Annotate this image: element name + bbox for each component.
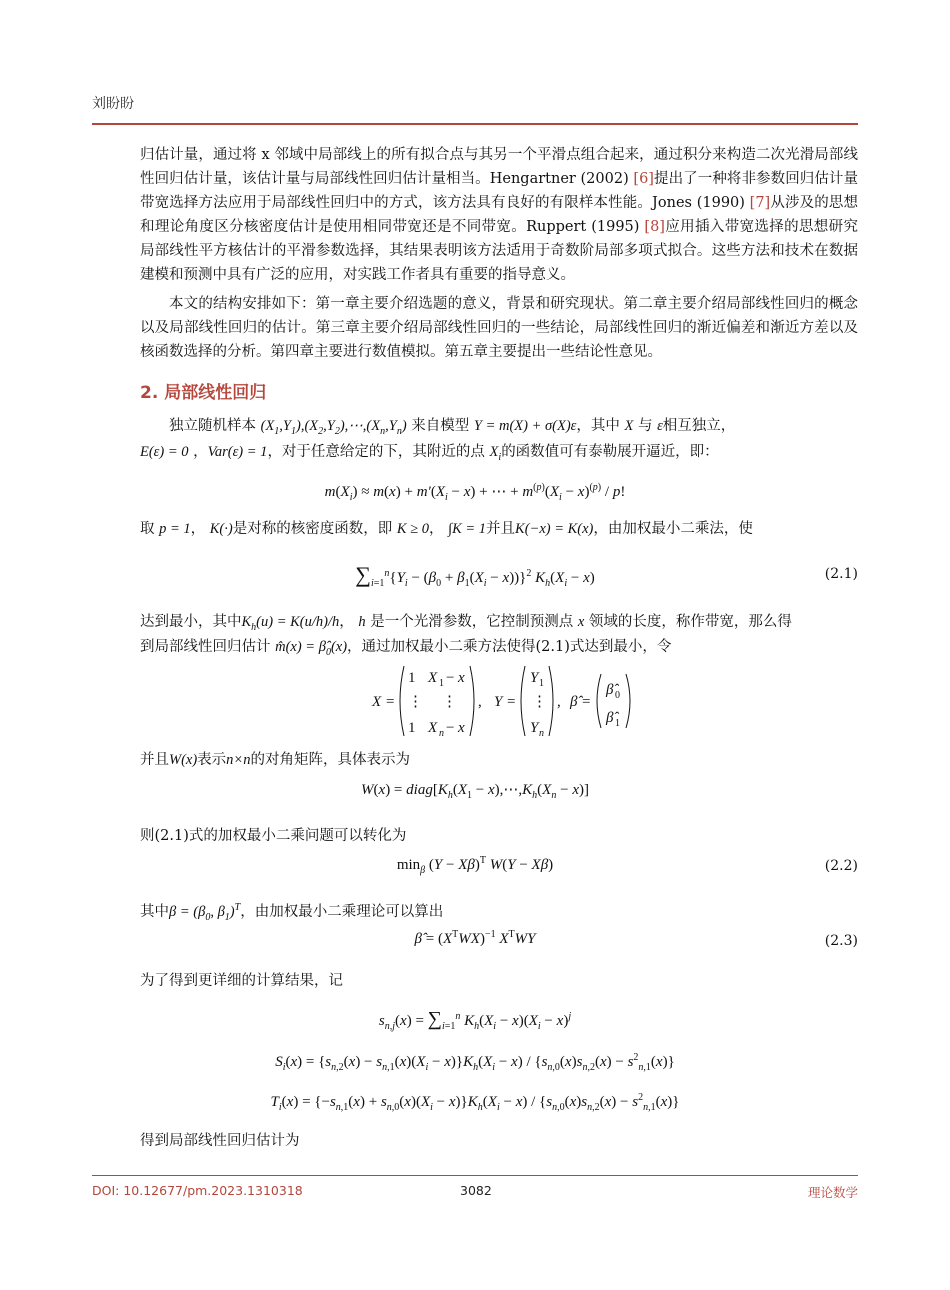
text-where-beta: 其中 <box>140 903 169 920</box>
kernel-line: 取 p = 1， K(·)是对称的核密度函数，即 K ≥ 0， ∫K = 1并且K(−x) = K(x)，由加权最小二乘法，使 <box>140 521 753 537</box>
text-indep: 相互独立， <box>662 418 736 434</box>
text-wls: ，由加权最小二乘法，使 <box>593 521 753 537</box>
svg-text:−: − <box>446 670 455 686</box>
header-author: 刘盼盼 <box>92 96 134 112</box>
diag-line: 并且W(x)表示n×n的对角矩阵，具体表示为 <box>140 752 410 768</box>
svg-text:Y: Y <box>494 694 503 710</box>
text-denote: 表示 <box>197 752 227 768</box>
ref-6-link[interactable]: [6] <box>633 171 654 187</box>
objective-equation: $\sum_{i=1}^n\{Y_i - (\beta_0 + \beta_1(X_i - x))\}^2$ $K_h(X_i - x)$ <box>355 562 595 589</box>
structure-paragraph: 本文的结构安排如下：第一章主要介绍选题的意义，背景和研究现状。第二章主要介绍局部线性回归的概念以及局部线性回归的估计。第三章主要介绍局部线性回归的一些结论，局部线性回归的渐近偏差和渐近方差以及核函数选择的分析。第四章主要进行数值模拟。第五章主要提出一些结论性意见。 <box>140 296 858 360</box>
text-nearby: ，对于任意给定的下，其附近的点 <box>267 444 485 460</box>
section-title: 2. 局部线性回归 <box>140 383 267 403</box>
text-sample: 独立随机样本 <box>169 418 256 434</box>
beta-hat-equation: β̂ = $(X^TWX)^{-1}$ $X^TWY$ <box>414 929 536 947</box>
svg-text:β̂: β̂ <box>570 694 578 710</box>
footer-rule <box>92 1175 858 1176</box>
footer-journal[interactable]: 理论数学 <box>807 1185 858 1200</box>
sample-line: 独立随机样本 $(X_1,Y_1),(X_2,Y_2),\cdots,(X_n,Y_n)$ 来自模型 Y = m(X) + σ(X)ε，其中 X 与 ε相互独立， <box>169 418 736 437</box>
text-minimize: 达到最小，其中 <box>140 614 242 630</box>
expectation-line: E(ε) = 0 ，Var(ε) = 1，对于任意给定的下，其附近的点 $X_i$的函数值可有泰勒展开逼近，即： <box>140 444 719 463</box>
svg-text:1: 1 <box>439 678 444 689</box>
intro-text-a: 归估计量，通过将 x 邻域中局部线上的所有拟合点与其另一个平滑点组合起来，通过积分来构造二次光滑局部线性回归估计量，该估计量与局部线性回归估计量相当。Hengartner (2002) <box>140 147 858 187</box>
text-smoothing: 是一个光滑参数，它控制预测点 <box>370 614 574 630</box>
transform-line: 则(2.1)式的加权最小二乘问题可以转化为 <box>140 828 407 844</box>
text-let: ，通过加权最小二乘方法使得(2.1)式达到最小，令 <box>347 639 672 655</box>
svg-text:,: , <box>478 694 482 710</box>
svg-text:β̂: β̂ <box>606 710 614 726</box>
text-kernel: 是对称的核密度函数，即 <box>232 521 393 537</box>
text-bandwidth: 领域的长度，称作带宽，那么得 <box>588 614 792 630</box>
text-estimator: 到局部线性回归估计 <box>140 639 271 655</box>
footer-doi[interactable]: DOI: 10.12677/pm.2023.1310318 <box>92 1183 303 1198</box>
minimize-line-1: 达到最小，其中$K_h(u) = K(u/h)/h$， h 是一个光滑参数，它控制预测点 x 领域的长度，称作带宽，那么得 <box>140 614 792 633</box>
svg-text:,: , <box>557 694 561 710</box>
svg-text:−: − <box>446 720 455 736</box>
s-n-j-equation: $s_{n,j}(x) = \sum_{i=1}^n$ $K_h(X_i - x)(X_i - x)^j$ <box>378 1008 572 1032</box>
min-equation: $\min_\beta (Y - X\beta)^T$ W(Y − Xβ) <box>396 855 554 876</box>
svg-text:=: = <box>507 694 516 710</box>
ref-7-link[interactable]: [7] <box>749 195 771 211</box>
weight-equation: $W(x) = diag[K_h(X_1$ − $x),\cdots,K_h(X_n - x)$] <box>361 782 589 801</box>
svg-text:x: x <box>458 670 465 686</box>
ref-8-link[interactable]: [8] <box>644 219 665 235</box>
svg-text:X: X <box>428 670 438 686</box>
svg-text:1: 1 <box>539 678 544 689</box>
svg-text:n: n <box>439 728 444 739</box>
svg-text:Y: Y <box>530 720 539 736</box>
svg-text:=: = <box>582 694 591 710</box>
footer-page-number: 3082 <box>460 1183 492 1198</box>
intro-text-b: 提出了一种将非参数回归估计量带宽选择方法应用于局部线性回归中的方式，该方法具有良好的有限样本性能。Jones (1990) <box>140 171 858 211</box>
svg-text:1: 1 <box>615 718 620 729</box>
text-and-w: 并且 <box>140 752 169 768</box>
intro-paragraph <box>140 143 858 287</box>
eq-number-2-2: (2.2) <box>824 858 858 874</box>
svg-text:X: X <box>428 720 438 736</box>
svg-text:x: x <box>458 720 465 736</box>
estimator-line: 得到局部线性回归估计为 <box>140 1133 300 1149</box>
beta-line: 其中$\beta = (\beta_0$, $\beta_1)^T$，由加权最小二乘理论可以算出 <box>140 902 444 923</box>
svg-text:⋮: ⋮ <box>408 694 423 710</box>
intro-text-c: 从涉及的思想和理论角度区分核密度估计是使用相同带宽还是不同带宽。Ruppert (1995) <box>140 195 859 235</box>
text-and: 与 <box>637 418 653 434</box>
matrix-svg <box>370 662 670 740</box>
text-taylor: 的函数值可有泰勒展开逼近，即： <box>501 444 719 460</box>
svg-text:⋮: ⋮ <box>532 694 547 710</box>
svg-text:1: 1 <box>408 720 416 736</box>
svg-text:⋮: ⋮ <box>442 694 457 710</box>
text-where: ，其中 <box>576 418 620 434</box>
svg-text:0: 0 <box>615 690 620 701</box>
svg-text:X: X <box>372 694 382 710</box>
detail-line: 为了得到更详细的计算结果，记 <box>140 973 343 989</box>
text-compute: ，由加权最小二乘理论可以算出 <box>240 903 444 920</box>
text-diag: 的对角矩阵，具体表示为 <box>250 752 410 768</box>
text-andalso: 并且 <box>486 521 516 537</box>
eq-number-2-1: (2.1) <box>824 566 858 582</box>
svg-text:=: = <box>386 694 395 710</box>
intro-text-d: 应用插入带宽选择的思想研究局部线性平方核估计的平滑参数选择，其结果表明该方法适用于奇数阶局部多项式拟合。这些方法和技术在数据建模和预测中具有广泛的应用，对实践工作者具有重要的指导意义。 <box>140 219 859 283</box>
header-rule <box>92 123 858 125</box>
matrix-definitions <box>370 662 670 740</box>
T-i-equation: $T_i(x) = \{-s_{n,1}(x) + s_{n,0}(x)(X_i - x)\}K_h(X_i - x) / \{s_{n,0}(x)s_{n,2}(x) - s^2_{n,1}(x)\}$ <box>270 1092 680 1113</box>
svg-text:β̂: β̂ <box>606 682 614 698</box>
S-i-equation: $S_i(x) = \{s_{n,2}(x) - s_{n,1}(x)(X_i - x)\}K_h(X_i - x) / \{s_{n,0}(x)s_{n,2}(x) - s^2_{n,1}(x)\}$ <box>275 1052 675 1073</box>
svg-text:Y: Y <box>530 670 539 686</box>
minimize-line-2: 到局部线性回归估计 m̂(x) = $\betâ_0(x)$，通过加权最小二乘方法使得(2.1)式达到最小，令 <box>140 639 672 658</box>
eq-number-2-3: (2.3) <box>824 933 858 949</box>
taylor-equation: $m(X_i) \approx m(x) + m'(X_i - x)$ + ⋯ + $m^{(p)}(X_i - x)^{(p)} / p$! <box>324 482 626 503</box>
text-model: 来自模型 <box>411 418 470 434</box>
text-take: 取 <box>140 521 155 537</box>
svg-text:n: n <box>539 728 544 739</box>
svg-text:1: 1 <box>408 670 416 686</box>
